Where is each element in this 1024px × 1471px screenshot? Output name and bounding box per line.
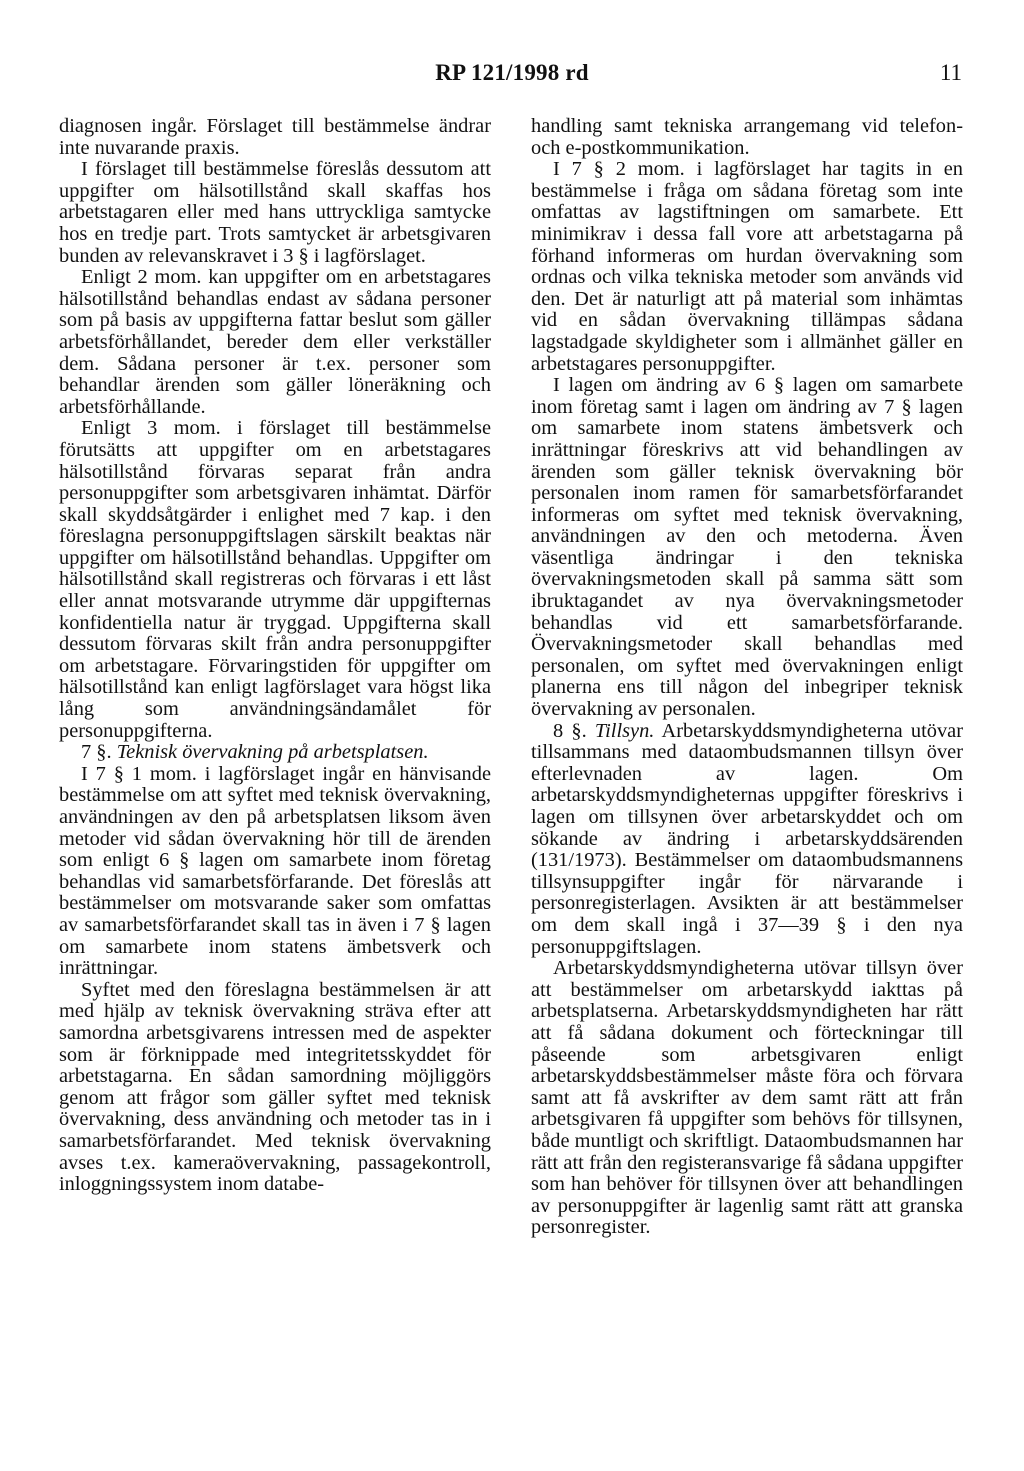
paragraph: Arbetarskyddsmyndigheterna utövar tillsyn över att bestämmelser om arbetarskydd iakttas på arbetsplatserna. Arbetarskyddsmyndigheten har rätt att få sådana dokument och förteckningar till påseende som arbetsgivaren enligt arbetarskyddsbestämmelser måste föra och förvara samt att få avskrifter av dem samt rätt att från arbetsgivaren få uppgifter som behövs för tillsynen, både muntligt och skriftligt. Dataombudsmannen har rätt att från den registeransvarige få sådana uppgifter som han behöver för tillsynen över att behandlingen av personuppgifter är lagenlig samt rätt att granska personregister. — [531, 957, 963, 1239]
paragraph: Enligt 2 mom. kan uppgifter om en arbetstagares hälsotillstånd behandlas endast av sådana personer som på basis av uppgifterna fattar beslut som gäller arbetsförhållandet, bereder dem eller verkställer dem. Sådana personer är t.ex. personer som behandlar ärenden som gäller löneräkning och arbetsförhållande. — [59, 266, 491, 418]
section-title: Tillsyn. — [594, 719, 655, 742]
paragraph: I 7 § 1 mom. i lagförslaget ingår en hänvisande bestämmelse om att syftet med teknisk övervakning, användningen av den på arbetsplatsen liksom även metoder vid sådan övervakning hör till de ärenden som enligt 6 § lagen om samarbete inom företag behandlas vid samarbetsförfarande. Det föreslås att bestämmelser om motsvarande saker som omfattas av samarbetsförfarandet skall tas in även i 7 § lagen om samarbete inom statens ämbetsverk och inrättningar. — [59, 762, 491, 980]
paragraph: I 7 § 2 mom. i lagförslaget har tagits in en bestämmelse i fråga om sådana företag som inte omfattas av lagstiftningen om samarbete. Ett minimikrav i dessa fall vore att arbetstagarna på förhand informeras om hurdan övervakning som ordnas och vilka tekniska metoder som används vid den. Det är naturligt att på material som inhämtas vid en sådan övervakning tillämpas sådana lagstadgade skyldigheter som i allmänhet gäller en arbetstagares personuppgifter. — [531, 158, 963, 375]
section-heading-7 — [59, 742, 491, 764]
section-heading-8 — [531, 721, 963, 959]
paragraph: I lagen om ändring av 6 § lagen om samarbete inom företag samt i lagen om ändring av 7 § lagen om samarbete inom statens ämbetsverk och inrättningar föreskrivs att vid behandlingen av ärenden som gäller teknisk övervakning bör personalen inom ramen för samarbetsförfarandet informeras om syftet med teknisk övervakning, användningen av den och metoderna. Även väsentliga ändringar i den tekniska övervakningsmetoden skall på samma sätt som ibruktagandet av nya övervakningsmetoder behandlas vid ett samarbetsförfarande. Övervakningsmetoder skall behandlas med personalen, om syftet med övervakningen enligt planerna ens till någon del inbegriper teknisk övervakning av personalen. — [531, 374, 963, 721]
paragraph: diagnosen ingår. Förslaget till bestämmelse ändrar inte nuvarande praxis. — [59, 115, 491, 159]
document-reference: RP 121/1998 rd — [435, 60, 589, 85]
right-column — [531, 116, 963, 1239]
left-column — [59, 116, 491, 1196]
section-body: Arbetarskyddsmyndigheterna utövar tillsammans med dataombudsmannen tillsyn över efterlevnaden av lagen. Om arbetarskyddsmyndigheternas uppgifter föreskrivs i lagen om tillsynen över arbetarskyddet och om sökande av ändring i arbetarskyddsärenden (131/1973). Bestämmelser om dataombudsmannens tillsynsuppgifter ingår för närvarande i personregisterlagen. Avsikten är att bestämmelser om dem skall ingå i 37—39 § i den nya personuppgiftslagen. — [531, 719, 964, 958]
section-number: 8 §. — [553, 719, 595, 742]
section-title: Teknisk övervakning på arbetsplatsen. — [116, 741, 429, 764]
paragraph: Enligt 3 mom. i förslaget till bestämmelse förutsätts att uppgifter om en arbetstagares hälsotillstånd förvaras separat från andra personuppgifter som arbetsgivaren inhämtat. Därför skall skyddsåtgärder i enlighet med 7 kap. i den föreslagna personuppgiftslagen särskilt beaktas när uppgifter om hälsotillstånd behandlas. Uppgifter om hälsotillstånd skall registreras och förvaras i ett låst eller annat motsvarande utrymme där uppgifternas konfidentiella natur är tryggad. Uppgifterna skall dessutom förvaras skilt från andra personuppgifter om arbetstagare. Förvaringstiden för uppgifter om hälsotillstånd kan enligt lagförslaget vara högst lika lång som användningsändamålet för personuppgifterna. — [59, 417, 491, 742]
section-number: 7 §. — [81, 741, 117, 764]
paragraph: Syftet med den föreslagna bestämmelsen är att med hjälp av teknisk övervakning sträva efter att samordna arbetsgivarens intressen med de aspekter som är förknippade med integritetsskyddet för arbetstagarna. En sådan samordning möjliggörs genom att frågor som gäller syftet med teknisk övervakning, dess användning och metoder tas in i samarbetsförfarandet. Med teknisk övervakning avses t.ex. kameraövervakning, passagekontroll, inloggningssystem inom databe- — [59, 978, 491, 1196]
page-number: 11 — [939, 60, 962, 85]
running-header — [0, 60, 1024, 90]
paragraph: I förslaget till bestämmelse föreslås dessutom att uppgifter om hälsotillstånd skall skaffas hos arbetstagaren eller med hans uttryckliga samtycke hos en tredje part. Trots samtycket är arbetsgivaren bunden av relevanskravet i 3 § i lagförslaget. — [59, 158, 491, 267]
paragraph: handling samt tekniska arrangemang vid telefon- och e-postkommunikation. — [531, 115, 963, 159]
